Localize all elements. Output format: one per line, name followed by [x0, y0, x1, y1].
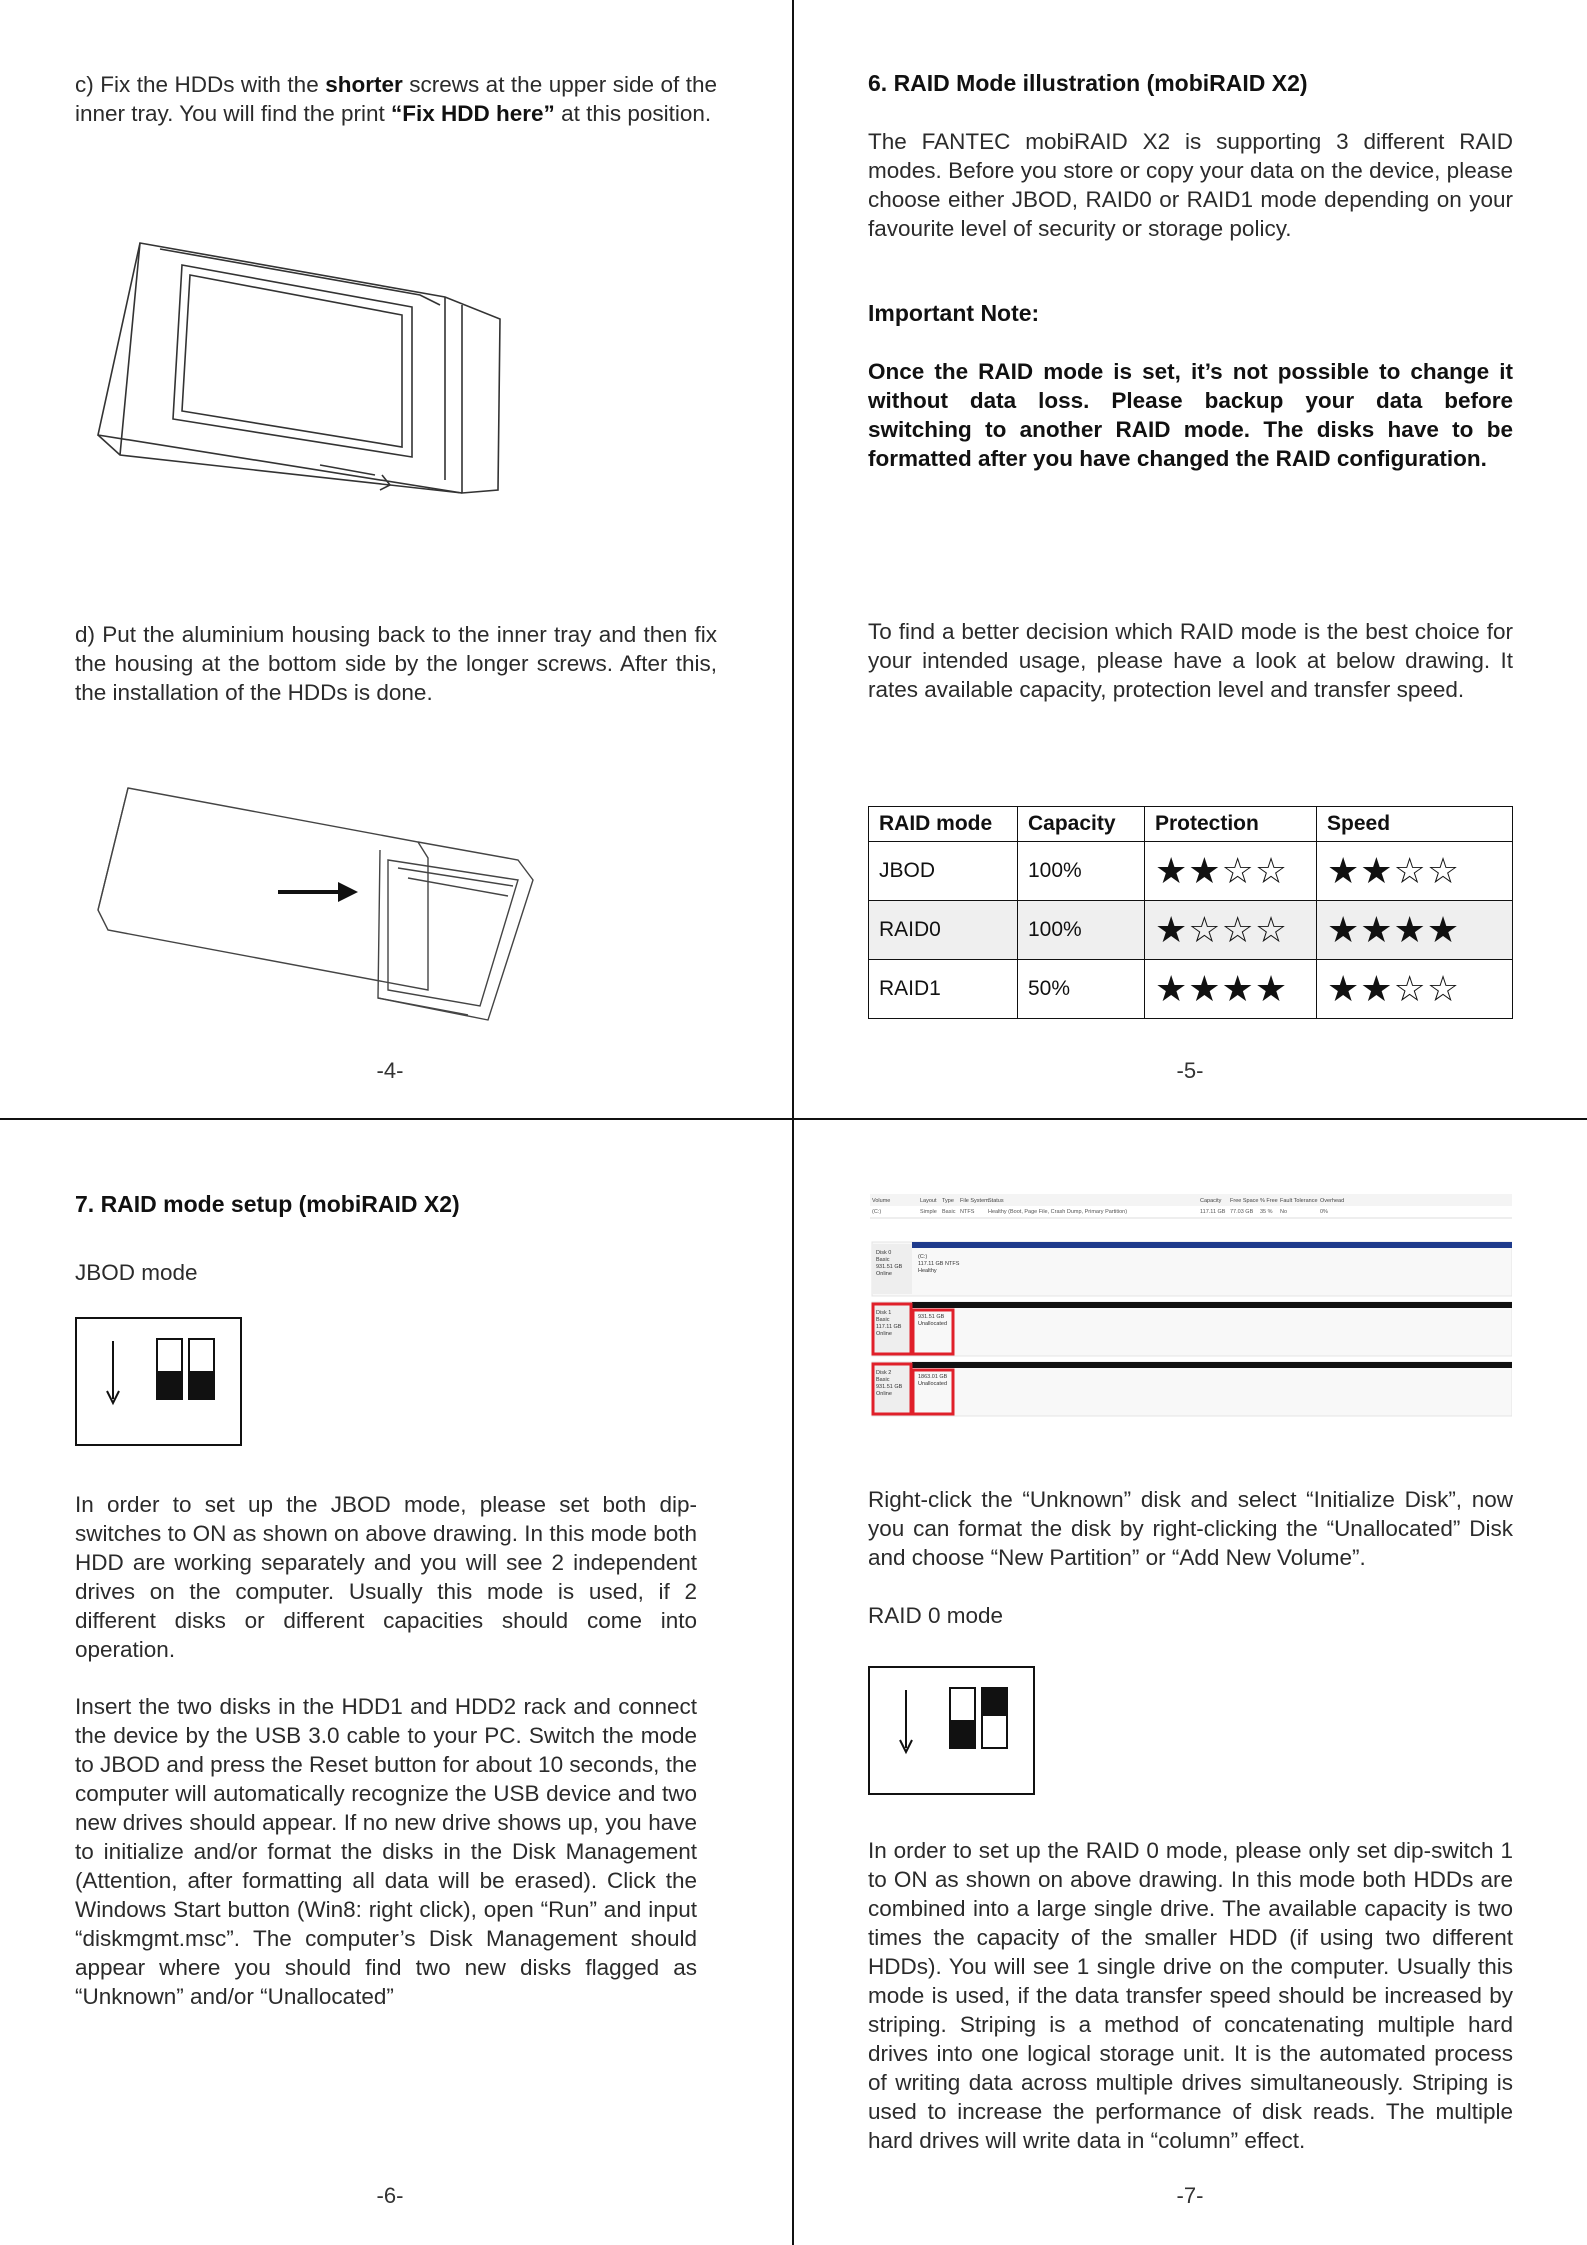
- volume-cell: 77.03 GB: [1230, 1209, 1254, 1215]
- page-number-5: -5-: [1176, 1058, 1204, 1083]
- disk-info-text: Disk 2: [876, 1370, 892, 1376]
- section-7-heading: 7. RAID mode setup (mobiRAID X2): [75, 1191, 460, 1217]
- jbod-mode-label: JBOD mode: [75, 1260, 198, 1285]
- column-header: Free Space: [1230, 1198, 1259, 1204]
- volume-cell: NTFS: [960, 1209, 975, 1215]
- raid-mode-cell: JBOD: [869, 842, 1018, 901]
- protection-stars: ★★★★: [1155, 968, 1289, 1009]
- disk-info-text: 931.51 GB: [876, 1384, 903, 1390]
- capacity-cell: 100%: [1018, 842, 1145, 901]
- disk-info-text: Online: [876, 1391, 892, 1397]
- column-header: % Free: [1260, 1198, 1278, 1204]
- vertical-page-divider: [792, 0, 794, 2245]
- volume-cell: No: [1280, 1209, 1288, 1215]
- header-protection: Protection: [1145, 807, 1317, 842]
- page-number-7: -7-: [1176, 2183, 1204, 2208]
- column-header: File System: [960, 1198, 989, 1204]
- header-raid-mode: RAID mode: [869, 807, 1018, 842]
- volume-info-text: Unallocated: [918, 1321, 948, 1327]
- disk-info-text: 931.51 GB: [876, 1264, 903, 1270]
- volume-cell: (C:): [872, 1209, 882, 1215]
- volume-info-text: Unallocated: [918, 1381, 948, 1387]
- decision-text: To find a better decision which RAID mode is the best choice for your intended usage, please have a look at below drawing. It rates available capacity, protection level and transfer speed.: [868, 619, 1513, 702]
- speed-stars: ★★☆☆: [1327, 850, 1461, 891]
- speed-stars: ★★★★: [1327, 909, 1461, 950]
- jbod-dip-switch-diagram: [75, 1317, 242, 1446]
- disk-info-text: Basic: [876, 1257, 890, 1263]
- table-row: [869, 960, 1513, 1019]
- disk-info-text: Online: [876, 1271, 892, 1277]
- raid-mode-cell: RAID1: [869, 960, 1018, 1019]
- step-d-text: d) Put the aluminium housing back to the inner tray and then fix the housing at the bottom side by the longer screws. After this, the installation of the HDDs is done.: [75, 622, 717, 705]
- table-row: [869, 901, 1513, 960]
- volume-cell: Simple: [920, 1209, 937, 1215]
- column-header: Status: [988, 1198, 1004, 1204]
- disk-info-text: Basic: [876, 1377, 890, 1383]
- disk-info-text: Disk 1: [876, 1310, 892, 1316]
- important-note-label: Important Note:: [868, 300, 1040, 326]
- disk-info-text: 117.11 GB: [876, 1324, 902, 1330]
- disk-info-text: Disk 0: [876, 1250, 892, 1256]
- column-header: Capacity: [1200, 1198, 1222, 1204]
- important-note-text: Once the RAID mode is set, it’s not possible to change it without data loss. Please backup your data before switching to another RAID mode. The disks have to be formatted after you have changed the RAID configuration.: [868, 359, 1513, 471]
- housing-slide-illustration: [88, 780, 548, 1030]
- column-header: Volume: [872, 1198, 891, 1204]
- disk-row: [872, 1302, 1512, 1356]
- capacity-cell: 100%: [1018, 901, 1145, 960]
- volume-cell: Healthy (Boot, Page File, Crash Dump, Primary Partition): [988, 1209, 1128, 1215]
- raid-intro-text: The FANTEC mobiRAID X2 is supporting 3 different RAID modes. Before you store or copy your data on the device, please choose either JBOD, RAID0 or RAID1 mode depending on your favourite level of security or storage policy.: [868, 129, 1513, 241]
- column-header: Layout: [920, 1198, 937, 1204]
- volume-cell: 0%: [1320, 1209, 1328, 1215]
- table-row: [869, 842, 1513, 901]
- section-6-heading: 6. RAID Mode illustration (mobiRAID X2): [868, 70, 1308, 96]
- disk-row: [872, 1242, 1512, 1296]
- volume-info-text: 117.11 GB NTFS: [918, 1261, 960, 1267]
- disk-management-screenshot: [870, 1194, 1512, 1434]
- column-header: Fault Tolerance: [1280, 1198, 1318, 1204]
- column-header: Overhead: [1320, 1198, 1345, 1204]
- disk-info-text: Basic: [876, 1317, 890, 1323]
- raid0-mode-label: RAID 0 mode: [868, 1603, 1004, 1628]
- hdd-tray-illustration: [90, 235, 510, 510]
- protection-stars: ★★☆☆: [1155, 850, 1289, 891]
- volume-info-text: Healthy: [918, 1268, 937, 1274]
- rightclick-instructions: Right-click the “Unknown” disk and select “Initialize Disk”, now you can format the disk by right-clicking the “Unallocated” Disk and choose “New Partition” or “Add New Volume”.: [868, 1487, 1513, 1570]
- volume-info-text: 931.51 GB: [918, 1314, 945, 1320]
- raid0-dip-switch-diagram: [868, 1666, 1035, 1795]
- disk-info-text: Online: [876, 1331, 892, 1337]
- volume-info-text: (C:): [918, 1254, 928, 1260]
- page-number-6: -6-: [376, 2183, 404, 2208]
- protection-stars: ★☆☆☆: [1155, 909, 1289, 950]
- header-speed: Speed: [1317, 807, 1513, 842]
- step-c-text: c) Fix the HDDs with the shorter screws at the upper side of the inner tray. You will find the print “Fix HDD here” at this position.: [75, 72, 717, 126]
- dip-switch-icon: [77, 1319, 240, 1444]
- volume-info-text: 1863.01 GB: [918, 1374, 948, 1380]
- dip-switch-icon: [870, 1668, 1033, 1793]
- volume-cell: 117.11 GB: [1200, 1209, 1226, 1215]
- jbod-description: In order to set up the JBOD mode, please set both dip-switches to ON as shown on above drawing. In this mode both HDD are working separately and you will see 2 independent drives on the computer. Usually this mode is used, if 2 different disks or different capacities should come into operation.: [75, 1492, 697, 1662]
- volume-cell: Basic: [942, 1209, 956, 1215]
- page-number-4: -4-: [376, 1058, 404, 1083]
- column-header: Type: [942, 1198, 954, 1204]
- volume-cell: 35 %: [1260, 1209, 1273, 1215]
- disk-row: [872, 1362, 1512, 1416]
- horizontal-page-divider: [0, 1118, 1587, 1120]
- jbod-install-instructions: Insert the two disks in the HDD1 and HDD2 rack and connect the device by the USB 3.0 cable to your PC. Switch the mode to JBOD and press the Reset button for about 10 seconds, the computer will automatically recognize the USB device and two new drives should appear. If no new drive shows up, you have to initialize and/or format the disks in the Disk Management (Attention, after formatting all data will be erased). Click the Windows Start button (Win8: right click), open “Run” and input “diskmgmt.msc”. The computer’s Disk Management should appear where you should find two new disks flagged as “Unknown” and/or “Unallocated”: [75, 1694, 697, 2009]
- capacity-cell: 50%: [1018, 960, 1145, 1019]
- raid-mode-cell: RAID0: [869, 901, 1018, 960]
- table-header-row: [869, 807, 1513, 842]
- raid0-description: In order to set up the RAID 0 mode, please only set dip-switch 1 to ON as shown on above drawing. In this mode both HDDs are combined into a large single drive. The available capacity is two times the capacity of the smaller HDD (if using two different HDDs). You will see 1 single drive on the computer. Usually this mode is used, if the data transfer speed should be increased by striping. Striping is a method of concatenating multiple hard drives into one logical storage unit. It is the automated process of writing data across multiple drives simultaneously. Striping is used to increase the performance of disk reads. The multiple hard drives will write data in “column” effect.: [868, 1838, 1513, 2153]
- raid-comparison-table: [868, 806, 1513, 1019]
- speed-stars: ★★☆☆: [1327, 968, 1461, 1009]
- header-capacity: Capacity: [1018, 807, 1145, 842]
